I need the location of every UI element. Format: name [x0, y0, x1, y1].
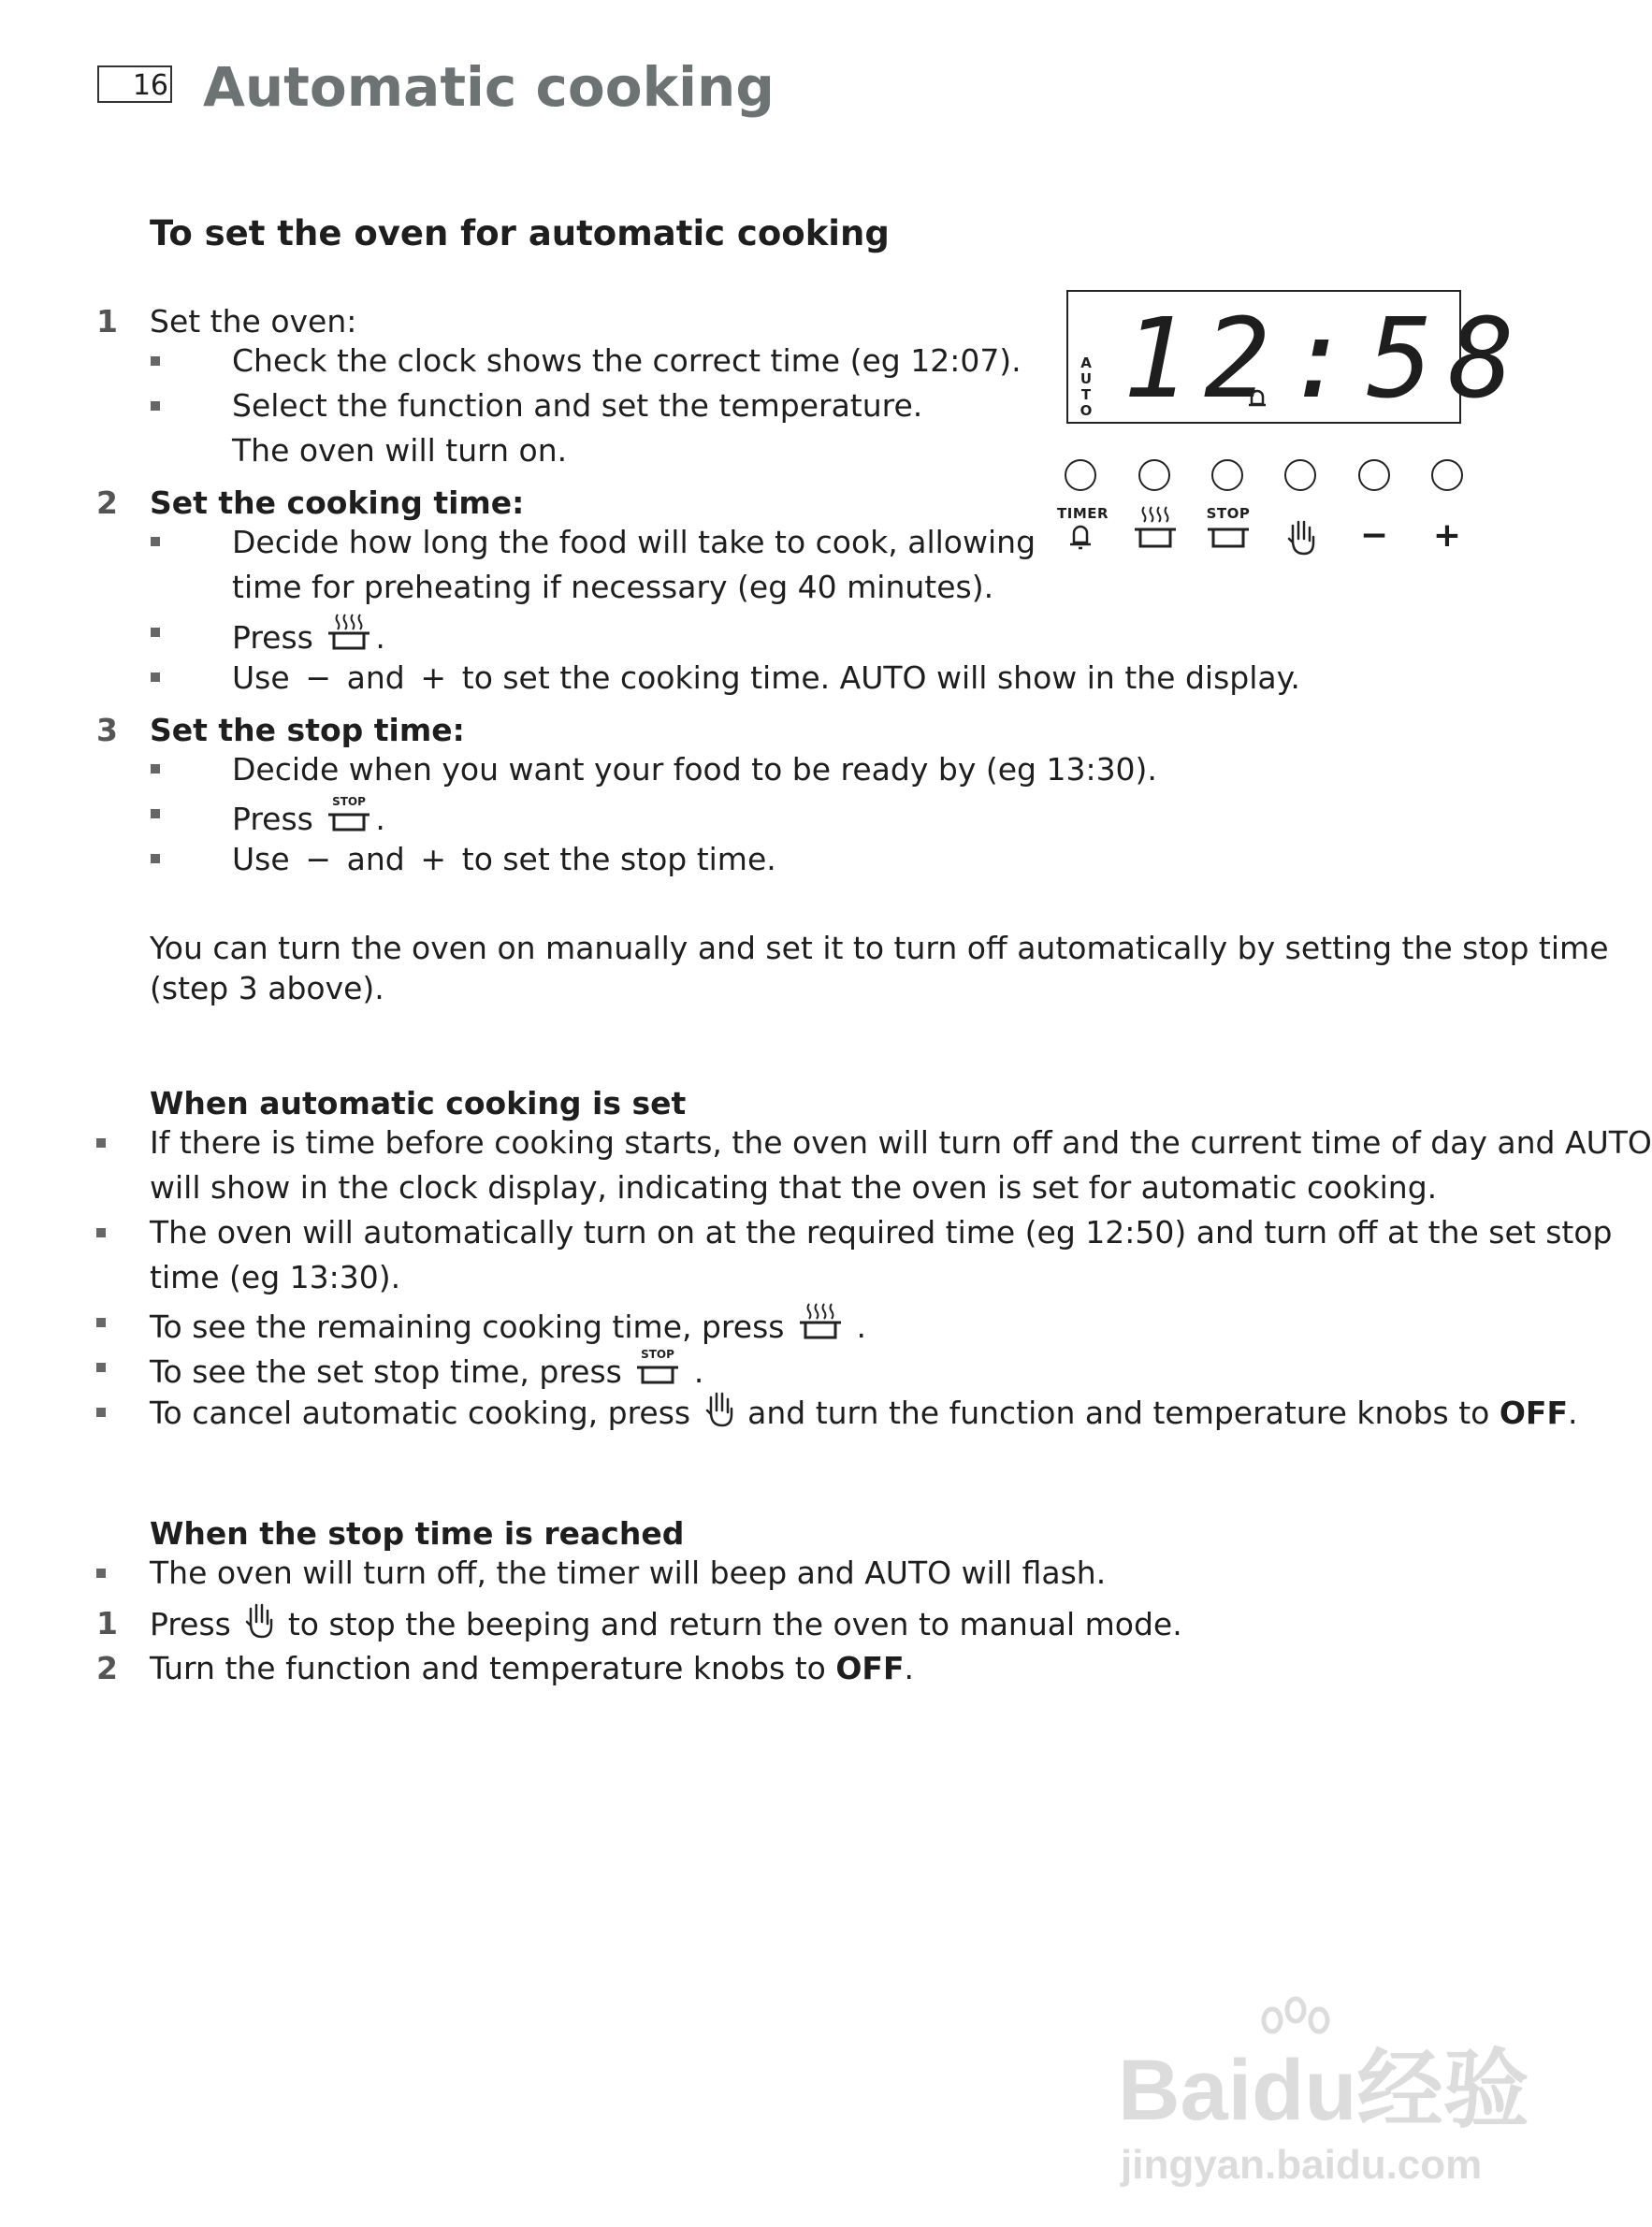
- stop-time-icon: [323, 792, 375, 835]
- svg-text:STOP: STOP: [332, 795, 367, 808]
- cooking-time-button[interactable]: [1138, 459, 1170, 491]
- cooking-time-icon: [794, 1300, 847, 1343]
- bullet-marker: [151, 401, 160, 411]
- list-item-use-minus-plus: Use − and + to set the stop time.: [232, 837, 776, 881]
- svg-text:STOP: STOP: [641, 1348, 675, 1361]
- list-item: Check the clock shows the correct time (eg 12:07).: [232, 342, 1022, 379]
- step-label: Set the oven:: [150, 303, 357, 340]
- hand-icon: [1284, 518, 1318, 557]
- bullet-marker: [96, 1138, 106, 1148]
- stop-label: STOP: [1206, 505, 1251, 522]
- baidu-watermark-url: jingyan.baidu.com: [1121, 2142, 1483, 2188]
- timer-label: TIMER: [1057, 505, 1109, 522]
- section-heading-auto-set: When automatic cooking is set: [150, 1085, 687, 1121]
- minus-icon: −: [1359, 516, 1389, 555]
- list-item-continuation: time for preheating if necessary (eg 40 minutes).: [232, 569, 994, 605]
- plus-icon: +: [420, 659, 447, 696]
- hand-icon: [240, 1601, 278, 1641]
- section-heading-stop-reached: When the stop time is reached: [150, 1515, 685, 1552]
- list-item-press-cook: Press .: [232, 611, 385, 659]
- page-title: Automatic cooking: [203, 55, 775, 119]
- bullet-marker: [151, 628, 160, 637]
- step-number: 2: [96, 1650, 118, 1686]
- baidu-watermark-logo: Baidu经验: [1118, 2043, 1529, 2138]
- bell-icon: [1246, 385, 1268, 410]
- list-item-use-minus-plus: Use − and + to set the cooking time. AUTO will show in the display.: [232, 656, 1300, 700]
- stop-time-icon: [631, 1345, 684, 1388]
- bullet-marker: [151, 809, 160, 818]
- step-label: Set the stop time:: [150, 712, 465, 748]
- list-item: If there is time before cooking starts, the oven will turn off and the current time of day and AUTO: [150, 1124, 1652, 1161]
- pot-icon: [1202, 522, 1254, 554]
- bullet-marker: [151, 672, 160, 682]
- bullet-marker: [96, 1363, 106, 1372]
- bullet-marker: [151, 537, 160, 546]
- note-paragraph-line: (step 3 above).: [150, 970, 384, 1006]
- step-number: 3: [96, 712, 118, 748]
- page-number: 16: [132, 69, 168, 102]
- cooking-time-icon: [1129, 503, 1181, 552]
- list-item-cancel: To cancel automatic cooking, press and turn the function and temperature knobs to OFF.: [150, 1390, 1578, 1435]
- step-number: 1: [96, 303, 118, 340]
- list-item-press-stop: Press STOP .: [232, 792, 385, 841]
- bullet-marker: [96, 1318, 106, 1327]
- bell-icon: [1066, 522, 1094, 552]
- minus-button[interactable]: [1358, 459, 1390, 491]
- list-item: The oven will automatically turn on at the required time (eg 12:50) and turn off at the set stop: [150, 1214, 1613, 1251]
- list-item-stop-time: To see the set stop time, press STOP .: [150, 1345, 703, 1394]
- list-item: The oven will turn off, the timer will beep and AUTO will flash.: [150, 1555, 1107, 1591]
- plus-icon: +: [420, 841, 447, 877]
- minus-icon: −: [305, 841, 331, 877]
- section-heading-set-oven: To set the oven for automatic cooking: [150, 213, 890, 253]
- bullet-marker: [151, 356, 160, 366]
- stop-time-button[interactable]: [1211, 459, 1243, 491]
- plus-button[interactable]: [1431, 459, 1463, 491]
- manual-button[interactable]: [1284, 459, 1316, 491]
- auto-indicator: A U T O: [1080, 354, 1093, 419]
- step-label: Set the cooking time:: [150, 484, 525, 521]
- cooking-time-icon: [323, 611, 375, 654]
- minus-icon: −: [305, 659, 331, 696]
- hand-icon: [701, 1390, 738, 1429]
- step-press-manual: Press to stop the beeping and return the oven to manual mode.: [150, 1601, 1182, 1646]
- bullet-marker: [96, 1569, 106, 1578]
- list-item: Select the function and set the temperature.: [232, 387, 923, 424]
- step-turn-off: Turn the function and temperature knobs to OFF.: [150, 1650, 914, 1686]
- list-item-remaining-time: To see the remaining cooking time, press .: [150, 1300, 866, 1349]
- paw-icon: [1253, 1997, 1338, 2062]
- step-number: 2: [96, 484, 118, 521]
- note-paragraph-line: You can turn the oven on manually and set it to turn off automatically by setting the stop time: [150, 930, 1609, 966]
- clock-time-readout: 12:58: [1123, 294, 1530, 423]
- list-item: Decide how long the food will take to cook, allowing: [232, 524, 1036, 560]
- bullet-marker: [151, 854, 160, 863]
- plus-icon: +: [1432, 516, 1462, 555]
- step-number: 1: [96, 1605, 118, 1641]
- list-item-continuation: will show in the clock display, indicating that the oven is set for automatic cooking.: [150, 1169, 1438, 1206]
- list-item-continuation: time (eg 13:30).: [150, 1259, 401, 1295]
- bullet-marker: [151, 764, 160, 774]
- list-item-continuation: The oven will turn on.: [232, 432, 568, 469]
- list-item: Decide when you want your food to be ready by (eg 13:30).: [232, 751, 1157, 788]
- timer-button[interactable]: [1065, 459, 1096, 491]
- bullet-marker: [96, 1228, 106, 1237]
- bullet-marker: [96, 1408, 106, 1417]
